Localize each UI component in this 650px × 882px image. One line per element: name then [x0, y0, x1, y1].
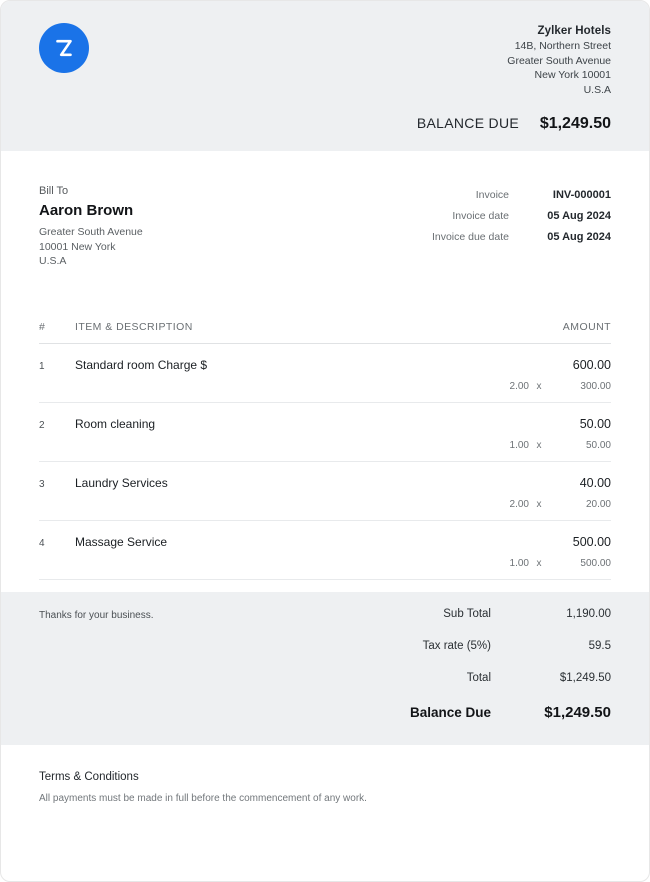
invoice-header [1, 1, 649, 151]
company-address-line: U.S.A [583, 83, 611, 96]
multiply-symbol: x [536, 439, 542, 451]
totals-list [281, 608, 611, 723]
item-quantity: 1.00 [509, 557, 529, 569]
balance-due-value: $1,249.50 [539, 115, 611, 132]
invoice-date-value: 05 Aug 2024 [547, 210, 611, 222]
total-value: $1,249.50 [559, 671, 611, 684]
item-rate: 20.00 [585, 498, 611, 510]
sub-total-value: 1,190.00 [566, 607, 611, 620]
totals-section [1, 592, 649, 745]
column-header-amount: AMOUNT [562, 320, 611, 333]
item-name: Massage Service [75, 534, 168, 549]
item-number: 3 [39, 478, 45, 490]
invoice-body [1, 151, 649, 580]
item-amount: 600.00 [572, 357, 611, 372]
invoice-meta-row [432, 210, 611, 222]
table-row [39, 403, 611, 462]
invoice-number-value: INV-000001 [552, 189, 611, 201]
balance-due-total-value: $1,249.50 [544, 703, 611, 721]
item-name: Standard room Charge $ [75, 357, 208, 372]
invoice-meta-row [432, 189, 611, 201]
multiply-symbol: x [536, 498, 542, 510]
bill-to-address-line: U.S.A [39, 255, 67, 267]
bill-to-label: Bill To [39, 185, 69, 197]
company-block [417, 23, 611, 133]
item-quantity: 1.00 [509, 439, 529, 451]
bill-to-address [39, 225, 143, 269]
items-table [39, 321, 611, 580]
item-name: Laundry Services [75, 475, 168, 490]
item-quantity: 2.00 [509, 380, 529, 392]
terms-section [1, 745, 649, 804]
item-number: 4 [39, 537, 45, 549]
invoice-meta-block [432, 189, 611, 269]
invoice-due-date-label: Invoice due date [431, 231, 509, 243]
company-address-line: Greater South Avenue [507, 54, 611, 67]
company-address-line: New York 10001 [534, 69, 611, 81]
column-header-description: ITEM & DESCRIPTION [75, 320, 193, 333]
terms-text: All payments must be made in full before the commencement of any work. [39, 792, 367, 804]
bill-to-and-meta [39, 151, 611, 269]
item-amount: 50.00 [579, 416, 611, 431]
item-rate: 50.00 [585, 439, 611, 451]
item-rate: 300.00 [580, 380, 611, 392]
multiply-symbol: x [536, 557, 542, 569]
company-name: Zylker Hotels [537, 25, 611, 37]
table-row [39, 344, 611, 403]
item-amount: 500.00 [572, 534, 611, 549]
table-row [39, 521, 611, 580]
total-label: Total [466, 671, 491, 684]
balance-due-label: BALANCE DUE [416, 115, 519, 131]
multiply-symbol: x [536, 380, 542, 392]
table-row [39, 462, 611, 521]
company-address-line: 14B, Northern Street [514, 40, 611, 52]
total-row [281, 608, 611, 620]
thanks-note: Thanks for your business. [39, 609, 154, 621]
bill-to-name: Aaron Brown [39, 202, 134, 219]
total-row [281, 672, 611, 684]
terms-title: Terms & Conditions [39, 770, 139, 783]
bill-to-address-line: Greater South Avenue [39, 226, 143, 238]
company-address [417, 39, 611, 97]
item-name: Room cleaning [75, 416, 156, 431]
bill-to-address-line: 10001 New York [39, 240, 116, 253]
item-quantity: 2.00 [509, 498, 529, 510]
tax-rate-value: 59.5 [588, 639, 611, 652]
item-number: 2 [39, 419, 45, 431]
bill-to-block [39, 185, 143, 269]
item-rate: 500.00 [580, 557, 611, 569]
item-number: 1 [39, 360, 45, 372]
invoice-meta-row [432, 231, 611, 243]
sub-total-label: Sub Total [443, 607, 491, 620]
balance-due-total-label: Balance Due [409, 704, 491, 720]
items-table-header [39, 321, 611, 344]
invoice-date-label: Invoice date [452, 210, 509, 222]
total-row [281, 640, 611, 652]
balance-due-row [281, 704, 611, 721]
zylker-z-logo-icon [39, 23, 89, 73]
invoice-due-date-value: 05 Aug 2024 [547, 231, 611, 243]
invoice-number-label: Invoice [475, 189, 509, 201]
balance-due-summary [417, 115, 611, 133]
column-header-number: # [39, 320, 46, 333]
tax-rate-label: Tax rate (5%) [422, 639, 491, 652]
item-amount: 40.00 [579, 475, 611, 490]
